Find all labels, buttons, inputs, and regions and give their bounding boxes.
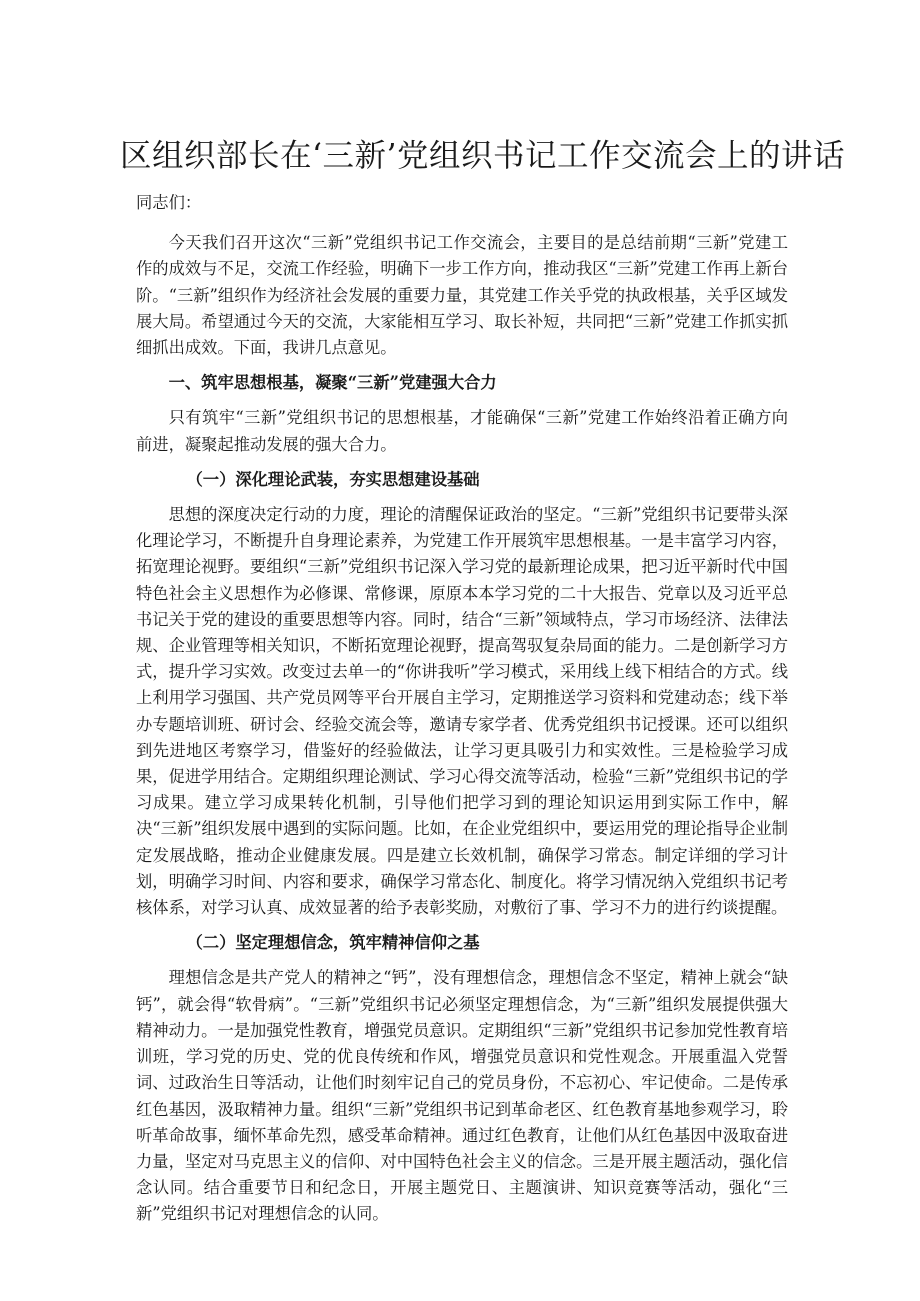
salutation: 同志们：: [136, 193, 202, 212]
document-body: [120, 130, 846, 1237]
subsection-2-body: 理想信念是共产党人的精神之“钙”，没有理想信念，理想信念不坚定，精神上就会“缺钙”，就会得“软骨病”。“三新”党组织书记必须坚定理想信念，为“三新”组织发展提供强大精神动力。一是加强党性教育，增强党员意识。定期组织“三新”党组织书记参加党性教育培训班，学习党的历史、党的优良传统和作风，增强党员意识和党性观念。开展重温入党誓词、过政治生日等活动，让他们时刻牢记自己的党员身份，不忘初心、牢记使命。二是传承红色基因，汲取精神力量。组织“三新”党组织书记到革命老区、红色教育基地参观学习，聆听革命故事，缅怀革命先烈，感受革命精神。通过红色教育，让他们从红色基因中汲取奋进力量，坚定对马克思主义的信仰、对中国特色社会主义的信念。三是开展主题活动，强化信念认同。结合重要节日和纪念日，开展主题党日、主题演讲、知识竞赛等活动，强化“三新”党组织书记对理想信念的认同。: [136, 968, 788, 1224]
subsection-1-body: 思想的深度决定行动的力度，理论的清醒保证政治的坚定。“三新”党组织书记要带头深化理论学习，不断提升自身理论素养，为党建工作开展筑牢思想根基。一是丰富学习内容，拓宽理论视野。要组织“三新”党组织书记深入学习党的最新理论成果，把习近平新时代中国特色社会主义思想作为必修课、常修课，原原本本学习党的二十大报告、党章以及习近平总书记关于党的建设的重要思想等内容。同时，结合“三新”领域特点，学习市场经济、法律法规、企业管理等相关知识，不断拓宽理论视野，提高驾驭复杂局面的能力。二是创新学习方式，提升学习实效。改变过去单一的“你讲我听”学习模式，采用线上线下相结合的方式。线上利用学习强国、共产党员网等平台开展自主学习，定期推送学习资料和党建动态；线下举办专题培训班、研讨会、经验交流会等，邀请专家学者、优秀党组织书记授课。还可以组织到先进地区考察学习，借鉴好的经验做法，让学习更具吸引力和实效性。三是检验学习成果，促进学用结合。定期组织理论测试、学习心得交流等活动，检验“三新”党组织书记的学习成果。建立学习成果转化机制，引导他们把学习到的理论知识运用到实际工作中，解决“三新”组织发展中遇到的实际问题。比如，在企业党组织中，要运用党的理论指导企业制定发展战略，推动企业健康发展。四是建立长效机制，确保学习常态。制定详细的学习计划，明确学习时间、内容和要求，确保学习常态化、制度化。将学习情况纳入党组织书记考核体系，对学习认真、成效显著的给予表彰奖励，对敷衍了事、学习不力的进行约谈提醒。: [136, 505, 788, 918]
subsection-1-heading: （一）深化理论武装，夯实思想建设基础: [186, 469, 480, 489]
subsection-2-heading: （二）坚定理想信念，筑牢精神信仰之基: [186, 933, 480, 953]
section-1-heading: 一、筑牢思想根基，凝聚“三新”党建强大合力: [168, 373, 497, 393]
section-1-intro: 只有筑牢“三新”党组织书记的思想根基，才能确保“三新”党建工作始终沿着正确方向前进，凝聚起推动发展的强大合力。: [136, 408, 788, 454]
document-title: 区组织部长在‘三新’党组织书记工作交流会上的讲话: [120, 138, 846, 174]
intro-paragraph: 今天我们召开这次“三新”党组织书记工作交流会，主要目的是总结前期“三新”党建工作的成效与不足，交流工作经验，明确下一步工作方向，推动我区“三新”党建工作再上新台阶。“三新”组织作为经济社会发展的重要力量，其党建工作关乎党的执政根基，关乎区域发展大局。希望通过今天的交流，大家能相互学习、取长补短，共同把“三新”党建工作抓实抓细抓出成效。下面，我讲几点意见。: [136, 233, 788, 358]
